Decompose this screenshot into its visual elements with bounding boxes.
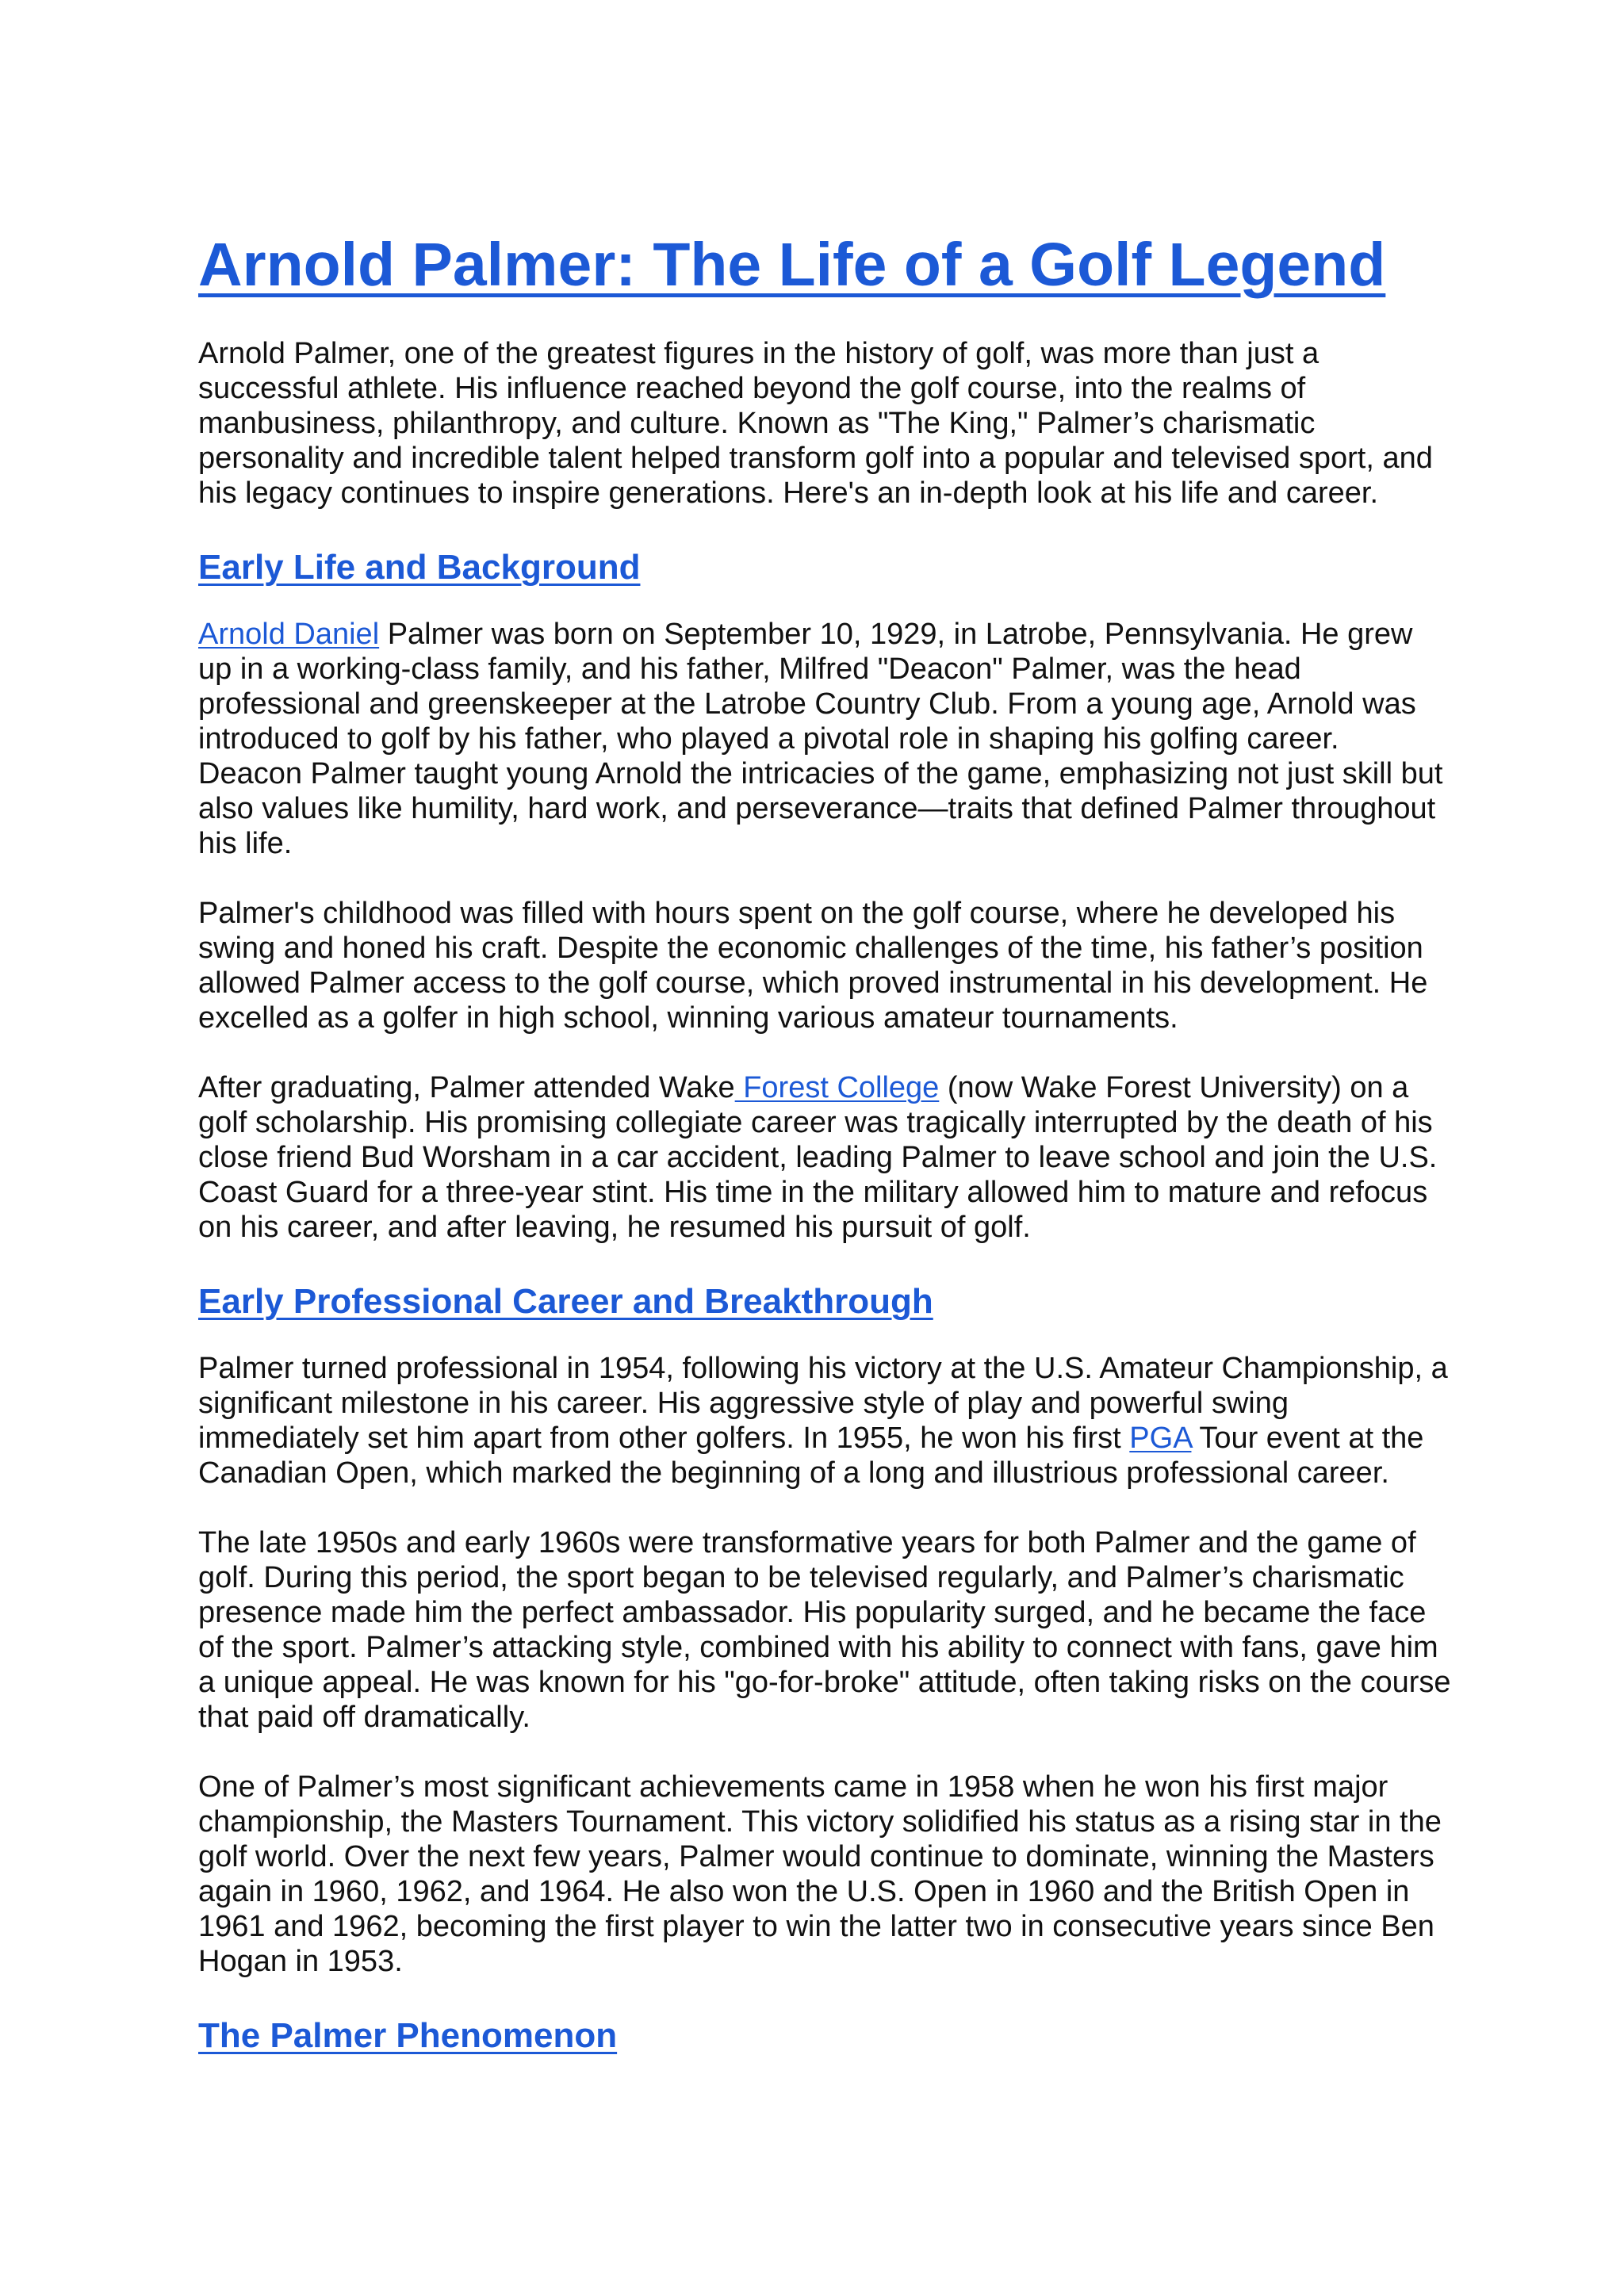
page-title[interactable]: Arnold Palmer: The Life of a Golf Legend [198, 231, 1386, 299]
early-pro-paragraph-1-before: Palmer turned professional in 1954, following his victory at the U.S. Amateur Championship, a significant milestone in his career. His aggressive style of play and powerful swing immediately set him apart from other golfers. In 1955, he won his first [198, 1352, 1448, 1455]
early-life-paragraph-3-before: After graduating, Palmer attended Wake [198, 1071, 735, 1104]
early-pro-paragraph-2: The late 1950s and early 1960s were transformative years for both Palmer and the game of golf. During this period, the sport began to be televised regularly, and Palmer’s charismatic presence made him the perfect ambassador. His popularity surged, and he became the face of the sport. Palmer’s attacking style, combined with his ability to connect with fans, gave him a unique appeal. He was known for his "go-for-broke" attitude, often taking risks on the course that paid off dramatically. [198, 1526, 1451, 1734]
heading-early-professional[interactable]: Early Professional Career and Breakthrough [198, 1282, 933, 1321]
heading-early-life[interactable]: Early Life and Background [198, 548, 641, 587]
arnold-daniel-link[interactable]: Arnold Daniel [198, 618, 380, 651]
early-life-paragraph-2: Palmer's childhood was filled with hours spent on the golf course, where he developed his swing and honed his craft. Despite the economic challenges of the time, his father’s position allowed Palmer access to the golf course, which proved instrumental in his development. He excelled as a golfer in high school, winning various amateur tournaments. [198, 897, 1428, 1035]
early-life-paragraph-3-after: (now Wake Forest University) on a golf scholarship. His promising collegiate career was tragically interrupted by the death of his close friend Bud Worsham in a car accident, leading Palmer to leave school and join the U.S. Coast Guard for a three-year stint. His time in the military allowed him to mature and refocus on his career, and after leaving, he resumed his pursuit of golf. [198, 1071, 1438, 1244]
early-life-paragraph-1-text: Palmer was born on September 10, 1929, in Latrobe, Pennsylvania. He grew up in a working-class family, and his father, Milfred "Deacon" Palmer, was the head professional and greenskeeper at the Latrobe Country Club. From a young age, Arnold was introduced to golf by his father, who played a pivotal role in shaping his golfing career. Deacon Palmer taught young Arnold the intricacies of the game, emphasizing not just skill but also values like humility, hard work, and perseverance—traits that defined Palmer throughout his life. [198, 618, 1443, 860]
early-pro-paragraph-3: One of Palmer’s most significant achievements came in 1958 when he won his first major championship, the Masters Tournament. This victory solidified his status as a rising star in the golf world. Over the next few years, Palmer would continue to dominate, winning the Masters again in 1960, 1962, and 1964. He also won the U.S. Open in 1960 and the British Open in 1961 and 1962, becoming the first player to win the latter two in consecutive years since Ben Hogan in 1953. [198, 1770, 1442, 1978]
pga-link[interactable]: PGA [1129, 1422, 1192, 1455]
intro-paragraph: Arnold Palmer, one of the greatest figures in the history of golf, was more than just a successful athlete. His influence reached beyond the golf course, into the realms of manbusiness, philanthropy, and culture. Known as "The King," Palmer’s charismatic personality and incredible talent helped transform golf into a popular and televised sport, and his legacy continues to inspire generations. Here's an in-depth look at his life and career. [198, 337, 1433, 510]
heading-palmer-phenomenon[interactable]: The Palmer Phenomenon [198, 2016, 618, 2055]
document-page [198, 227, 1451, 2058]
early-pro-paragraph-1 [198, 1351, 1451, 1490]
early-life-paragraph-3 [198, 1070, 1451, 1245]
early-pro-paragraph-1-after: Tour event at the Canadian Open, which marked the beginning of a long and illustrious professional career. [198, 1422, 1424, 1490]
forest-college-link[interactable]: Forest College [734, 1071, 940, 1104]
early-life-paragraph-1 [198, 617, 1451, 861]
